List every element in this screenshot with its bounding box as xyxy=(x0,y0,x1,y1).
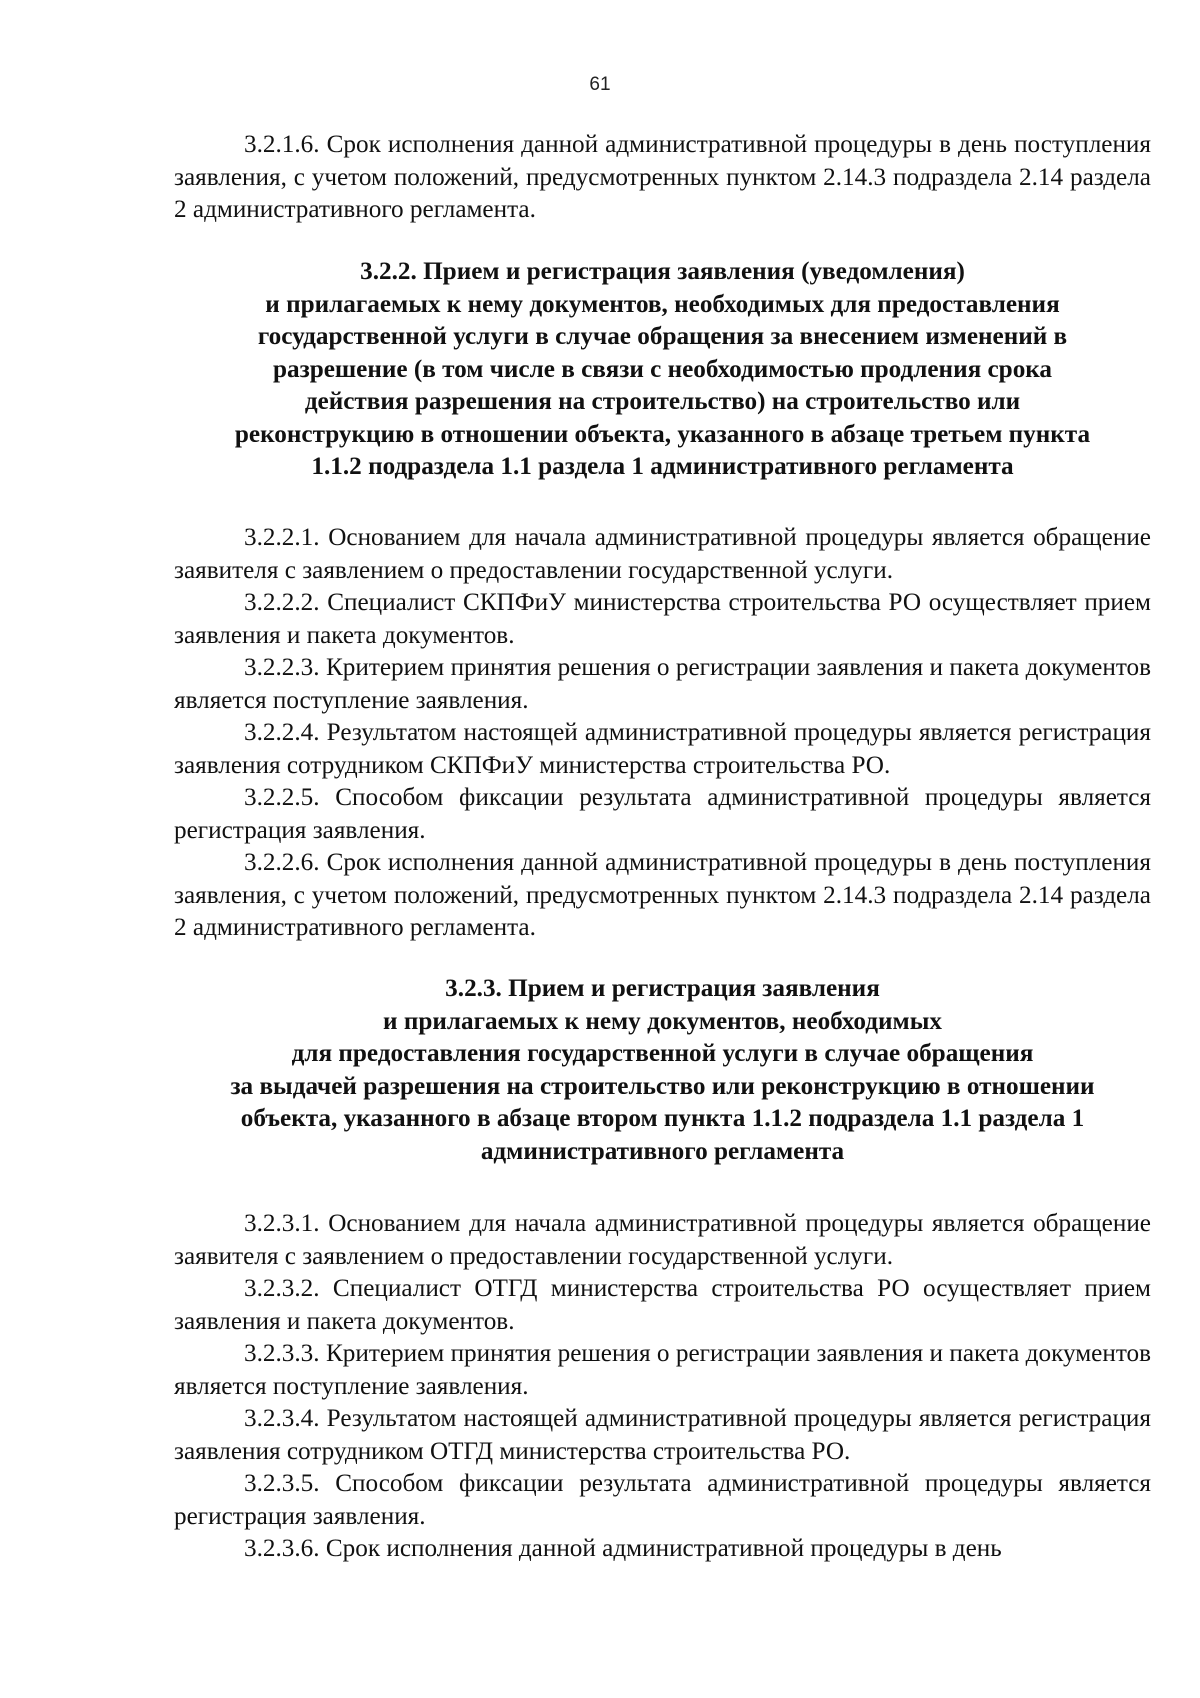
paragraph-3-2-3-4: 3.2.3.4. Результатом настоящей административной процедуры является регистрация заявления сотрудником ОТГД министерства строительства РО. xyxy=(174,1405,1151,1465)
paragraph-3-2-2-2: 3.2.2.2. Специалист СКПФиУ министерства строительства РО осуществляет прием заявления и пакета документов. xyxy=(174,589,1151,649)
section-3-2-3-body xyxy=(174,1208,1151,1566)
heading-line: разрешение (в том числе в связи с необходимостью продления срока xyxy=(272,355,1053,383)
paragraph-3-2-2-4: 3.2.2.4. Результатом настоящей административной процедуры является регистрация заявления сотрудником СКПФиУ министерства строительства РО. xyxy=(174,719,1151,779)
section-3-2-1-tail xyxy=(174,129,1151,227)
heading-line: реконструкцию в отношении объекта, указанного в абзаце третьем пункта xyxy=(234,420,1091,448)
paragraph-3-2-1-6: 3.2.1.6. Срок исполнения данной административной процедуры в день поступления заявления, с учетом положений, предусмотренных пунктом 2.14.3 подраздела 2.14 раздела 2 административного регламента. xyxy=(174,131,1151,223)
heading-line: за выдачей разрешения на строительство или реконструкцию в отношении xyxy=(230,1072,1095,1100)
heading-line: административного регламента xyxy=(480,1137,845,1165)
paragraph-3-2-2-6: 3.2.2.6. Срок исполнения данной административной процедуры в день поступления заявления, с учетом положений, предусмотренных пунктом 2.14.3 подраздела 2.14 раздела 2 административного регламента. xyxy=(174,849,1151,941)
paragraph-3-2-2-5: 3.2.2.5. Способом фиксации результата административной процедуры является регистрация заявления. xyxy=(174,784,1151,844)
section-heading xyxy=(174,256,1151,484)
heading-line: для предоставления государственной услуги в случае обращения xyxy=(291,1040,1034,1067)
heading-line: 3.2.2. Прием и регистрация заявления (уведомления) xyxy=(360,258,965,285)
heading-line: и прилагаемых к нему документов, необходимых для предоставления xyxy=(265,290,1060,318)
heading-line: 1.1.2 подраздела 1.1 раздела 1 административного регламента xyxy=(311,453,1014,480)
paragraph-3-2-3-1: 3.2.3.1. Основанием для начала административной процедуры является обращение заявителя с заявлением о предоставлении государственной услуги. xyxy=(174,1210,1151,1270)
paragraph-3-2-2-3: 3.2.2.3. Критерием принятия решения о регистрации заявления и пакета документов является поступление заявления. xyxy=(174,654,1151,714)
paragraph-3-2-3-5: 3.2.3.5. Способом фиксации результата административной процедуры является регистрация заявления. xyxy=(174,1470,1151,1530)
section-heading xyxy=(174,973,1151,1168)
heading-line: объекта, указанного в абзаце втором пункта 1.1.2 подраздела 1.1 раздела 1 xyxy=(240,1105,1085,1132)
heading-3-2-3 xyxy=(174,973,1151,1168)
page-number: 61 xyxy=(589,74,611,95)
heading-line: 3.2.3. Прием и регистрация заявления xyxy=(445,975,880,1002)
heading-line: действия разрешения на строительство) на строительство или xyxy=(304,388,1021,415)
heading-line: и прилагаемых к нему документов, необходимых xyxy=(383,1007,942,1035)
paragraph-3-2-2-1: 3.2.2.1. Основанием для начала административной процедуры является обращение заявителя с заявлением о предоставлении государственной услуги. xyxy=(174,524,1151,584)
heading-line: государственной услуги в случае обращения за внесением изменений в xyxy=(257,323,1068,350)
section-3-2-2-body xyxy=(174,522,1151,945)
heading-3-2-2 xyxy=(174,256,1151,484)
paragraph-3-2-3-6: 3.2.3.6. Срок исполнения данной административной процедуры в день xyxy=(244,1535,1002,1562)
paragraph-3-2-3-2: 3.2.3.2. Специалист ОТГД министерства строительства РО осуществляет прием заявления и пакета документов. xyxy=(174,1275,1151,1335)
paragraph-3-2-3-3: 3.2.3.3. Критерием принятия решения о регистрации заявления и пакета документов является поступление заявления. xyxy=(174,1340,1151,1400)
